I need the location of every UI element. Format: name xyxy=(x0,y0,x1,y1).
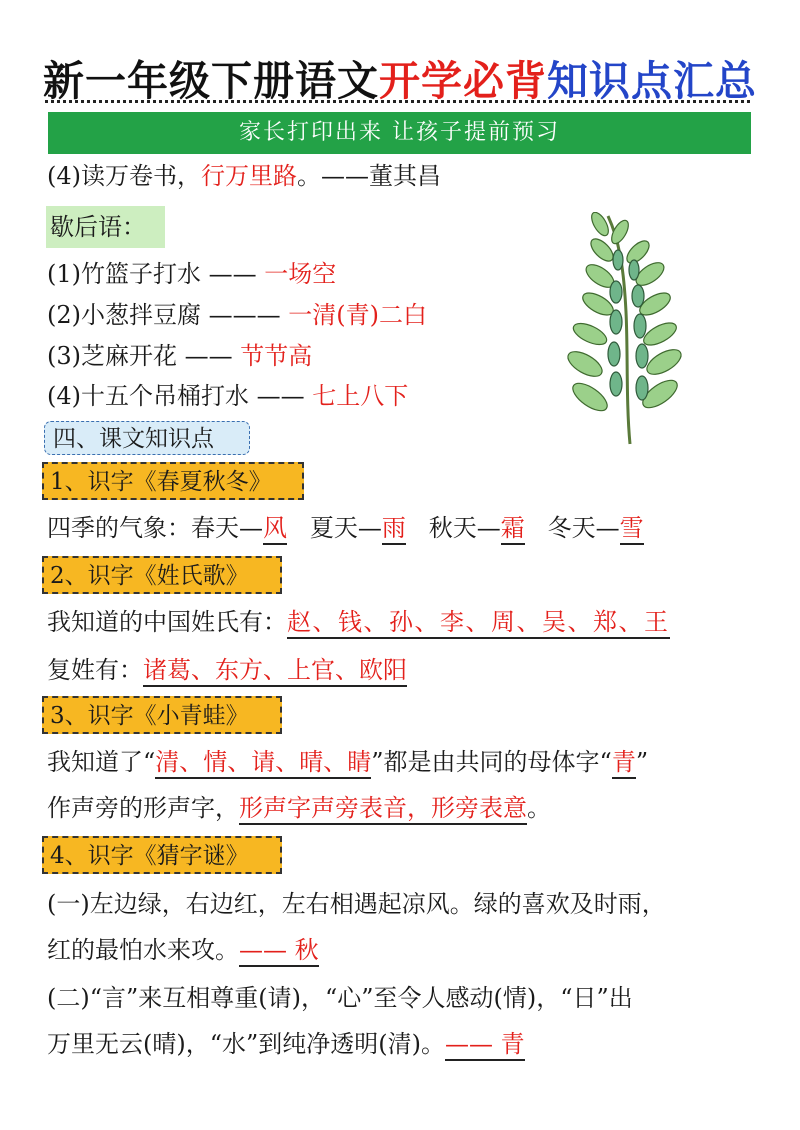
season-summer: 夏天— xyxy=(309,514,382,542)
frog-mother-char: 青 xyxy=(612,748,636,779)
sesame-plant-illustration xyxy=(560,212,690,447)
season-word: 雨 xyxy=(382,514,406,545)
quote-line xyxy=(47,160,441,192)
title-part-black: 新一年级下册语文 xyxy=(43,57,379,105)
season-word: 雪 xyxy=(620,514,644,545)
dotted-divider xyxy=(45,100,750,103)
riddle-1-line-2 xyxy=(47,934,319,966)
seasons-prefix: 四季的气象： xyxy=(47,514,191,542)
riddle-text: 红的最怕水来攻。 xyxy=(47,936,239,964)
season-autumn: 秋天— xyxy=(428,514,501,542)
xiehouyu-question: (3)芝麻开花 —— xyxy=(47,342,233,370)
quote-prefix: (4)读万卷书， xyxy=(47,162,201,190)
title-part-blue: 知识点汇总 xyxy=(547,57,757,105)
section-four-label: 四、课文知识点 xyxy=(44,421,250,455)
quote-suffix: 。——董其昌 xyxy=(297,162,441,190)
page-title xyxy=(0,48,800,107)
frog-text: 作声旁的形声字， xyxy=(47,794,239,822)
quote-red: 行万里路 xyxy=(201,162,297,190)
compound-prefix: 复姓有： xyxy=(47,656,143,684)
xiehouyu-question: (2)小葱拌豆腐 ——— xyxy=(47,301,281,329)
riddle-1-line-1: (一)左边绿，右边红，左右相遇起凉风。绿的喜欢及时雨， xyxy=(47,890,666,918)
frog-line-1 xyxy=(47,746,648,778)
xiehouyu-answer: 节节高 xyxy=(240,342,313,370)
frog-line-2 xyxy=(47,792,551,824)
xiehouyu-item xyxy=(47,380,408,412)
riddle-text: 万里无云(晴)，“水”到纯净透明(清)。 xyxy=(47,1030,445,1058)
seasons-line xyxy=(47,512,644,544)
lesson-3-label: 3、识字《小青蛙》 xyxy=(42,696,282,734)
title-part-red: 开学必背 xyxy=(379,57,547,105)
xiehouyu-answer: 七上八下 xyxy=(312,382,409,410)
xiehouyu-answer: 一场空 xyxy=(264,260,337,288)
xiehouyu-answer: 一清(青)二白 xyxy=(288,301,427,329)
frog-text: ” xyxy=(635,748,649,776)
xiehouyu-question: (1)竹篮子打水 —— xyxy=(47,260,257,288)
surnames-line xyxy=(47,606,670,638)
surnames-answer: 赵、钱、孙、李、周、吴、郑、王 xyxy=(287,608,670,639)
frog-text: 我知道了“ xyxy=(47,748,156,776)
frog-red-chars: 清、情、请、晴、睛 xyxy=(155,748,371,779)
riddle-2-answer: —— 青 xyxy=(445,1030,525,1061)
lesson-4-label: 4、识字《猜字谜》 xyxy=(42,836,282,874)
frog-text: ”都是由共同的母体字“ xyxy=(371,748,612,776)
compound-surnames-line xyxy=(47,654,407,686)
xiehouyu-item xyxy=(47,258,336,290)
frog-rule: 形声字声旁表音，形旁表意 xyxy=(239,794,527,825)
season-word: 霜 xyxy=(501,514,525,545)
season-spring: 春天— xyxy=(191,514,263,542)
season-winter: 冬天— xyxy=(547,514,620,542)
lesson-2-label: 2、识字《姓氏歌》 xyxy=(42,556,282,594)
xiehouyu-question: (4)十五个吊桶打水 —— xyxy=(47,382,305,410)
season-word: 风 xyxy=(263,514,287,545)
frog-text: 。 xyxy=(527,794,551,822)
lesson-1-label: 1、识字《春夏秋冬》 xyxy=(42,462,304,500)
surnames-prefix: 我知道的中国姓氏有： xyxy=(47,608,287,636)
xiehouyu-item xyxy=(47,299,427,331)
riddle-2-line-2 xyxy=(47,1028,525,1060)
riddle-2-line-1: (二)“言”来互相尊重(请)，“心”至令人感动(情)，“日”出 xyxy=(47,984,633,1012)
riddle-1-answer: —— 秋 xyxy=(239,936,319,967)
green-banner: 家长打印出来 让孩子提前预习 xyxy=(48,112,751,154)
xiehouyu-label: 歇后语： xyxy=(46,206,165,248)
compound-answer: 诸葛、东方、上官、欧阳 xyxy=(143,656,407,687)
xiehouyu-item xyxy=(47,340,312,372)
